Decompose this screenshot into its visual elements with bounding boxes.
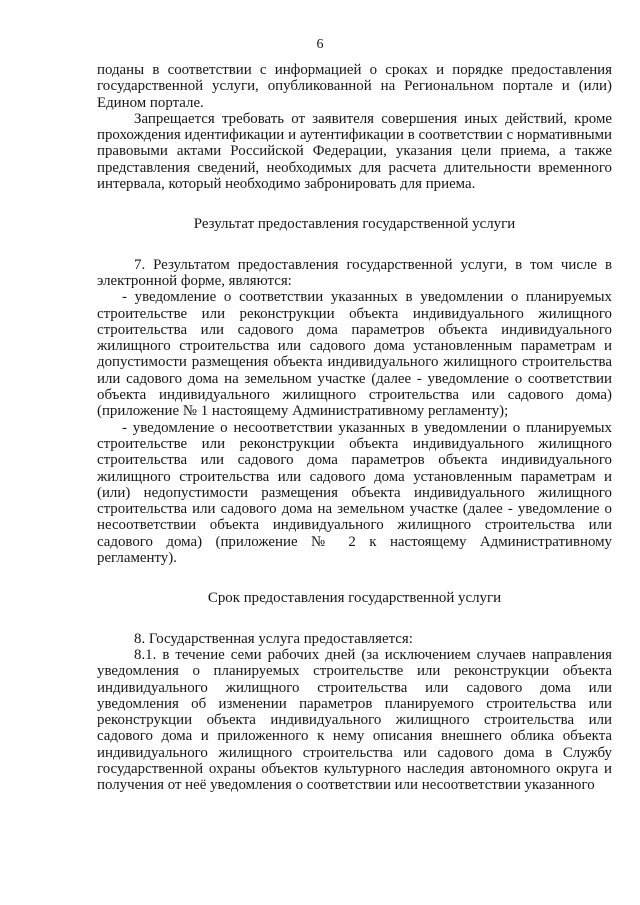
paragraph-8-1: 8.1. в течение семи рабочих дней (за исключением случаев направления уведомления о планируемых строительстве или реконструкции объекта индивидуального жилищного строительства или садового дома или уведомления об изменении параметров планируемого строительства или реконструкции объекта индивидуального жилищного строительства или садового дома и приложенного к нему описания внешнего облика объекта индивидуального жилищного строительства или садового дома в Службу государственной охраны объектов культурного наследия автономного округа и получения от неё уведомления о соответствии или несоответствии указанного	[97, 646, 612, 794]
section-heading-term: Срок предоставления государственной услуги	[207, 590, 502, 607]
paragraph-8: 8. Государственная услуга предоставляется:	[134, 630, 413, 647]
page-number: 6	[316, 37, 324, 52]
list-item-compliance: - уведомление о соответствии указанных в уведомлении о планируемых строительстве или реконструкции объекта индивидуального жилищного строительства или садового дома параметров объекта индивидуального жилищного строительства или садового дома установленным параметрам и допустимости размещения объекта индивидуального жилищного строительства или садового дома на земельном участке (далее - уведомление о соответствии объекта индивидуального жилищного строительства или садового дома) (приложение № 1 настоящему Административному регламенту);	[97, 289, 612, 420]
section-heading-result: Результат предоставления государственной услуги	[193, 216, 516, 233]
paragraph-prohibition: Запрещается требовать от заявителя совершения иных действий, кроме прохождения идентификации и аутентификации в соответствии с нормативными правовыми актами Российской Федерации, указания цели приема, а также представления сведений, необходимых для расчета длительности временного интервала, который необходимо забронировать для приема.	[97, 110, 612, 193]
paragraph-7: 7. Результатом предоставления государственной услуги, в том числе в электронной форме, являются:	[97, 256, 612, 289]
list-item-noncompliance: - уведомление о несоответствии указанных в уведомлении о планируемых строительстве или реконструкции объекта индивидуального жилищного строительства или садового дома параметров объекта индивидуального жилищного строительства или садового дома установленным параметрам и (или) недопустимости размещения объекта индивидуального жилищного строительства или садового дома на земельном участке (далее - уведомление о несоответствии объекта индивидуального жилищного строительства или садового дома) (приложение № 2 к настоящему Административному регламенту).	[97, 419, 612, 567]
paragraph-continuation: поданы в соответствии с информацией о сроках и порядке предоставления государственной услуги, опубликованной на Региональном портале и (или) Едином портале.	[97, 62, 612, 111]
document-body	[97, 62, 612, 794]
